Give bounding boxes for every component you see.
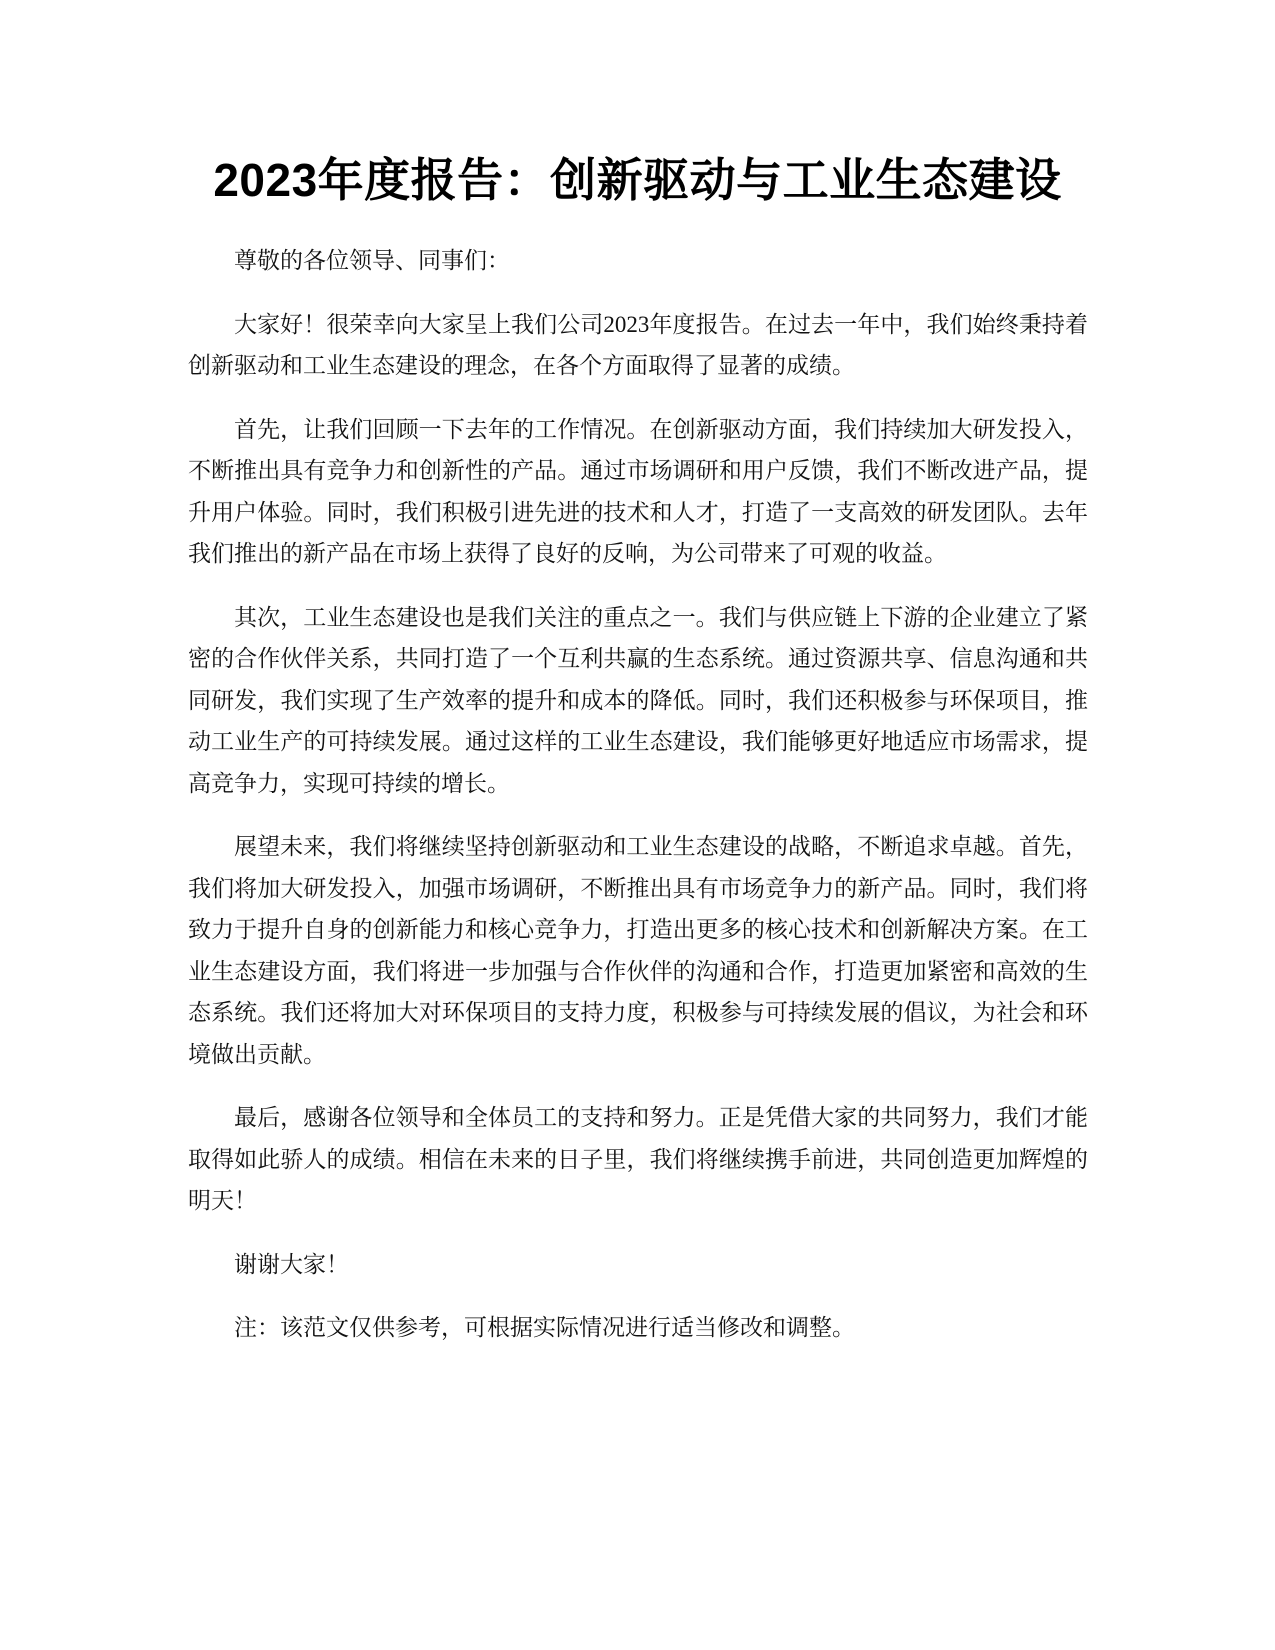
- document-title: 2023年度报告：创新驱动与工业生态建设: [213, 154, 1062, 206]
- note-paragraph: 注：该范文仅供参考，可根据实际情况进行适当修改和调整。: [234, 1315, 855, 1340]
- thanks-paragraph: 最后，感谢各位领导和全体员工的支持和努力。正是凭借大家的共同努力，我们才能取得如此骄人的成绩。相信在未来的日子里，我们将继续携手前进，共同创造更加辉煌的明天！: [188, 1105, 1088, 1213]
- review-paragraph: 首先，让我们回顾一下去年的工作情况。在创新驱动方面，我们持续加大研发投入，不断推出具有竞争力和创新性的产品。通过市场调研和用户反馈，我们不断改进产品，提升用户体验。同时，我们积极引进先进的技术和人才，打造了一支高效的研发团队。去年我们推出的新产品在市场上获得了良好的反响，为公司带来了可观的收益。: [188, 416, 1088, 566]
- document-body: [188, 240, 1088, 1371]
- salutation-paragraph: 尊敬的各位领导、同事们：: [234, 248, 510, 273]
- ecosystem-paragraph: 其次，工业生态建设也是我们关注的重点之一。我们与供应链上下游的企业建立了紧密的合作伙伴关系，共同打造了一个互利共赢的生态系统。通过资源共享、信息沟通和共同研发，我们实现了生产效率的提升和成本的降低。同时，我们还积极参与环保项目，推动工业生产的可持续发展。通过这样的工业生态建设，我们能够更好地适应市场需求，提高竞争力，实现可持续的增长。: [188, 604, 1088, 796]
- intro-paragraph: 大家好！很荣幸向大家呈上我们公司2023年度报告。在过去一年中，我们始终秉持着创新驱动和工业生态建设的理念，在各个方面取得了显著的成绩。: [188, 311, 1088, 378]
- outlook-paragraph: 展望未来，我们将继续坚持创新驱动和工业生态建设的战略，不断追求卓越。首先，我们将加大研发投入，加强市场调研，不断推出具有市场竞争力的新产品。同时，我们将致力于提升自身的创新能力和核心竞争力，打造出更多的核心技术和创新解决方案。在工业生态建设方面，我们将进一步加强与合作伙伴的沟通和合作，打造更加紧密和高效的生态系统。我们还将加大对环保项目的支持力度，积极参与可持续发展的倡议，为社会和环境做出贡献。: [188, 834, 1088, 1067]
- closing-paragraph: 谢谢大家！: [234, 1251, 349, 1277]
